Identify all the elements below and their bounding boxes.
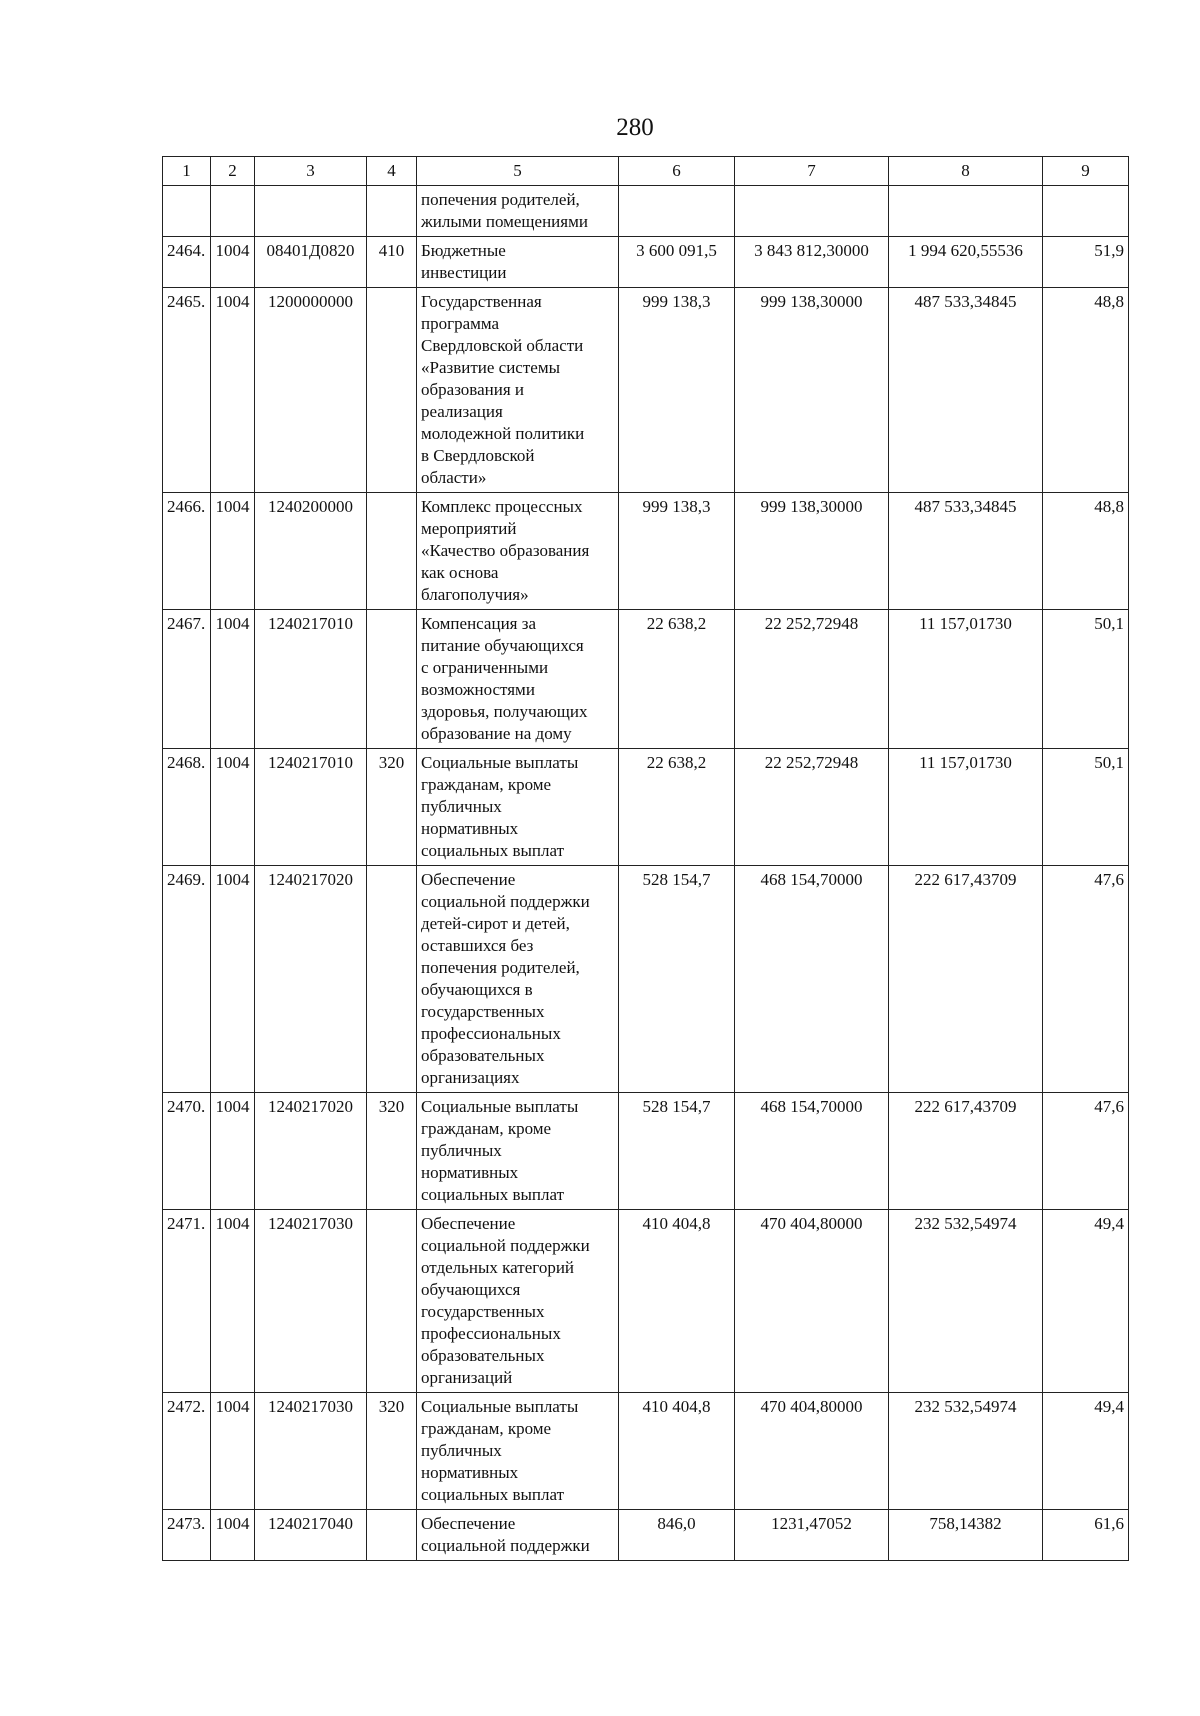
target-article-code: 1240217010 bbox=[255, 610, 367, 749]
approved-amount: 22 638,2 bbox=[619, 610, 735, 749]
item-name-line: государственных bbox=[421, 1302, 545, 1321]
item-name bbox=[417, 1093, 619, 1210]
item-name-line: Компенсация за bbox=[421, 614, 536, 633]
item-name-line: отдельных категорий bbox=[421, 1258, 575, 1277]
item-name-line: Бюджетные bbox=[421, 241, 506, 260]
item-name-line: организаций bbox=[421, 1368, 513, 1387]
item-name-line: образования и bbox=[421, 380, 525, 399]
execution-percent: 48,8 bbox=[1043, 288, 1129, 493]
section-code: 1004 bbox=[211, 493, 255, 610]
item-name bbox=[417, 288, 619, 493]
item-name-line: Социальные выплаты bbox=[421, 1397, 579, 1416]
executed-amount: 232 532,54974 bbox=[889, 1210, 1043, 1393]
item-name-line: социальных выплат bbox=[421, 841, 565, 860]
table-row bbox=[163, 493, 1129, 610]
expense-type-code: 320 bbox=[367, 749, 417, 866]
target-article-code: 1240217020 bbox=[255, 1093, 367, 1210]
revised-amount: 470 404,80000 bbox=[735, 1210, 889, 1393]
item-name-line: как основа bbox=[421, 563, 499, 582]
item-name-line: нормативных bbox=[421, 1163, 519, 1182]
item-name-line: молодежной политики bbox=[421, 424, 585, 443]
execution-percent: 51,9 bbox=[1043, 237, 1129, 288]
table-row bbox=[163, 237, 1129, 288]
item-name-line: гражданам, кроме bbox=[421, 775, 552, 794]
execution-percent: 47,6 bbox=[1043, 866, 1129, 1093]
target-article-code: 1240217030 bbox=[255, 1210, 367, 1393]
approved-amount: 22 638,2 bbox=[619, 749, 735, 866]
item-name-line: детей-сирот и детей, bbox=[421, 914, 570, 933]
item-name-line: Обеспечение bbox=[421, 870, 516, 889]
item-name-line: социальной поддержки bbox=[421, 892, 590, 911]
execution-percent: 61,6 bbox=[1043, 1510, 1129, 1561]
item-name-line: жилыми помещениями bbox=[421, 212, 588, 231]
item-name bbox=[417, 1210, 619, 1393]
column-header: 5 bbox=[417, 157, 619, 186]
executed-amount: 222 617,43709 bbox=[889, 1093, 1043, 1210]
execution-percent: 48,8 bbox=[1043, 493, 1129, 610]
target-article-code: 1240217030 bbox=[255, 1393, 367, 1510]
item-name bbox=[417, 1510, 619, 1561]
item-name-line: с ограниченными bbox=[421, 658, 549, 677]
revised-amount: 999 138,30000 bbox=[735, 288, 889, 493]
row-number: 2468. bbox=[163, 749, 211, 866]
item-name-line: попечения родителей, bbox=[421, 958, 580, 977]
item-name-line: оставшихся без bbox=[421, 936, 534, 955]
item-name bbox=[417, 186, 619, 237]
item-name-line: Социальные выплаты bbox=[421, 753, 579, 772]
section-code: 1004 bbox=[211, 1393, 255, 1510]
table-row bbox=[163, 1210, 1129, 1393]
approved-amount: 3 600 091,5 bbox=[619, 237, 735, 288]
item-name-line: питание обучающихся bbox=[421, 636, 584, 655]
item-name-line: образовательных bbox=[421, 1346, 545, 1365]
item-name-line: образовательных bbox=[421, 1046, 545, 1065]
item-name-line: возможностями bbox=[421, 680, 535, 699]
table-body bbox=[163, 186, 1129, 1561]
expense-type-code: 410 bbox=[367, 237, 417, 288]
section-code: 1004 bbox=[211, 866, 255, 1093]
item-name-line: социальной поддержки bbox=[421, 1236, 590, 1255]
item-name-line: нормативных bbox=[421, 1463, 519, 1482]
item-name-line: «Качество образования bbox=[421, 541, 590, 560]
item-name-line: социальных выплат bbox=[421, 1185, 565, 1204]
section-code: 1004 bbox=[211, 237, 255, 288]
approved-amount: 528 154,7 bbox=[619, 1093, 735, 1210]
column-header: 1 bbox=[163, 157, 211, 186]
execution-percent: 49,4 bbox=[1043, 1210, 1129, 1393]
expense-type-code bbox=[367, 493, 417, 610]
item-name-line: попечения родителей, bbox=[421, 190, 580, 209]
revised-amount bbox=[735, 186, 889, 237]
item-name-line: мероприятий bbox=[421, 519, 517, 538]
section-code bbox=[211, 186, 255, 237]
table-row bbox=[163, 610, 1129, 749]
table-row bbox=[163, 1093, 1129, 1210]
column-header: 9 bbox=[1043, 157, 1129, 186]
execution-percent: 47,6 bbox=[1043, 1093, 1129, 1210]
table-row bbox=[163, 866, 1129, 1093]
item-name-line: гражданам, кроме bbox=[421, 1419, 552, 1438]
target-article-code: 1240217040 bbox=[255, 1510, 367, 1561]
target-article-code: 08401Д0820 bbox=[255, 237, 367, 288]
expense-type-code bbox=[367, 1210, 417, 1393]
item-name-line: социальной поддержки bbox=[421, 1536, 590, 1555]
item-name-line: нормативных bbox=[421, 819, 519, 838]
page-number: 280 bbox=[616, 114, 654, 141]
revised-amount: 3 843 812,30000 bbox=[735, 237, 889, 288]
executed-amount: 222 617,43709 bbox=[889, 866, 1043, 1093]
row-number: 2471. bbox=[163, 1210, 211, 1393]
item-name-line: публичных bbox=[421, 1441, 502, 1460]
item-name-line: Обеспечение bbox=[421, 1514, 516, 1533]
row-number: 2464. bbox=[163, 237, 211, 288]
section-code: 1004 bbox=[211, 749, 255, 866]
column-header: 3 bbox=[255, 157, 367, 186]
target-article-code: 1240217010 bbox=[255, 749, 367, 866]
item-name-line: Комплекс процессных bbox=[421, 497, 583, 516]
table-row bbox=[163, 749, 1129, 866]
item-name bbox=[417, 610, 619, 749]
approved-amount: 846,0 bbox=[619, 1510, 735, 1561]
row-number: 2472. bbox=[163, 1393, 211, 1510]
item-name bbox=[417, 749, 619, 866]
executed-amount: 11 157,01730 bbox=[889, 610, 1043, 749]
revised-amount: 22 252,72948 bbox=[735, 610, 889, 749]
item-name-line: области» bbox=[421, 468, 487, 487]
section-code: 1004 bbox=[211, 1510, 255, 1561]
item-name-line: Свердловской области bbox=[421, 336, 584, 355]
column-header: 2 bbox=[211, 157, 255, 186]
item-name-line: профессиональных bbox=[421, 1024, 561, 1043]
item-name-line: в Свердловской bbox=[421, 446, 535, 465]
item-name-line: публичных bbox=[421, 1141, 502, 1160]
item-name-line: государственных bbox=[421, 1002, 545, 1021]
approved-amount bbox=[619, 186, 735, 237]
expense-type-code bbox=[367, 866, 417, 1093]
item-name-line: организациях bbox=[421, 1068, 520, 1087]
table-row bbox=[163, 1510, 1129, 1561]
executed-amount: 758,14382 bbox=[889, 1510, 1043, 1561]
section-code: 1004 bbox=[211, 610, 255, 749]
revised-amount: 22 252,72948 bbox=[735, 749, 889, 866]
item-name-line: Государственная bbox=[421, 292, 542, 311]
target-article-code: 1200000000 bbox=[255, 288, 367, 493]
target-article-code bbox=[255, 186, 367, 237]
expense-type-code: 320 bbox=[367, 1093, 417, 1210]
expense-type-code bbox=[367, 186, 417, 237]
revised-amount: 468 154,70000 bbox=[735, 866, 889, 1093]
item-name bbox=[417, 866, 619, 1093]
approved-amount: 528 154,7 bbox=[619, 866, 735, 1093]
item-name-line: Обеспечение bbox=[421, 1214, 516, 1233]
column-header: 6 bbox=[619, 157, 735, 186]
budget-table bbox=[162, 156, 1129, 1561]
row-number: 2470. bbox=[163, 1093, 211, 1210]
item-name-line: публичных bbox=[421, 797, 502, 816]
row-number: 2465. bbox=[163, 288, 211, 493]
executed-amount: 1 994 620,55536 bbox=[889, 237, 1043, 288]
item-name-line: здоровья, получающих bbox=[421, 702, 588, 721]
target-article-code: 1240200000 bbox=[255, 493, 367, 610]
item-name bbox=[417, 493, 619, 610]
target-article-code: 1240217020 bbox=[255, 866, 367, 1093]
header-row bbox=[163, 157, 1129, 186]
row-number: 2467. bbox=[163, 610, 211, 749]
execution-percent bbox=[1043, 186, 1129, 237]
item-name-line: социальных выплат bbox=[421, 1485, 565, 1504]
table-row bbox=[163, 186, 1129, 237]
expense-type-code bbox=[367, 610, 417, 749]
item-name-line: гражданам, кроме bbox=[421, 1119, 552, 1138]
approved-amount: 410 404,8 bbox=[619, 1210, 735, 1393]
revised-amount: 1231,47052 bbox=[735, 1510, 889, 1561]
section-code: 1004 bbox=[211, 1210, 255, 1393]
executed-amount: 487 533,34845 bbox=[889, 493, 1043, 610]
table-row bbox=[163, 288, 1129, 493]
item-name-line: Социальные выплаты bbox=[421, 1097, 579, 1116]
item-name-line: программа bbox=[421, 314, 500, 333]
executed-amount: 11 157,01730 bbox=[889, 749, 1043, 866]
column-header: 8 bbox=[889, 157, 1043, 186]
item-name-line: образование на дому bbox=[421, 724, 572, 743]
row-number: 2473. bbox=[163, 1510, 211, 1561]
executed-amount: 232 532,54974 bbox=[889, 1393, 1043, 1510]
execution-percent: 50,1 bbox=[1043, 610, 1129, 749]
expense-type-code bbox=[367, 1510, 417, 1561]
table-row bbox=[163, 1393, 1129, 1510]
item-name bbox=[417, 1393, 619, 1510]
row-number: 2466. bbox=[163, 493, 211, 610]
item-name-line: инвестиции bbox=[421, 263, 507, 282]
approved-amount: 410 404,8 bbox=[619, 1393, 735, 1510]
row-number bbox=[163, 186, 211, 237]
revised-amount: 468 154,70000 bbox=[735, 1093, 889, 1210]
item-name-line: реализация bbox=[421, 402, 503, 421]
column-header: 4 bbox=[367, 157, 417, 186]
item-name-line: благополучия» bbox=[421, 585, 529, 604]
item-name bbox=[417, 237, 619, 288]
item-name-line: обучающихся в bbox=[421, 980, 533, 999]
expense-type-code bbox=[367, 288, 417, 493]
row-number: 2469. bbox=[163, 866, 211, 1093]
approved-amount: 999 138,3 bbox=[619, 288, 735, 493]
revised-amount: 999 138,30000 bbox=[735, 493, 889, 610]
executed-amount bbox=[889, 186, 1043, 237]
executed-amount: 487 533,34845 bbox=[889, 288, 1043, 493]
section-code: 1004 bbox=[211, 1093, 255, 1210]
approved-amount: 999 138,3 bbox=[619, 493, 735, 610]
expense-type-code: 320 bbox=[367, 1393, 417, 1510]
revised-amount: 470 404,80000 bbox=[735, 1393, 889, 1510]
execution-percent: 50,1 bbox=[1043, 749, 1129, 866]
execution-percent: 49,4 bbox=[1043, 1393, 1129, 1510]
item-name-line: «Развитие системы bbox=[421, 358, 561, 377]
item-name-line: профессиональных bbox=[421, 1324, 561, 1343]
column-header: 7 bbox=[735, 157, 889, 186]
item-name-line: обучающихся bbox=[421, 1280, 521, 1299]
section-code: 1004 bbox=[211, 288, 255, 493]
